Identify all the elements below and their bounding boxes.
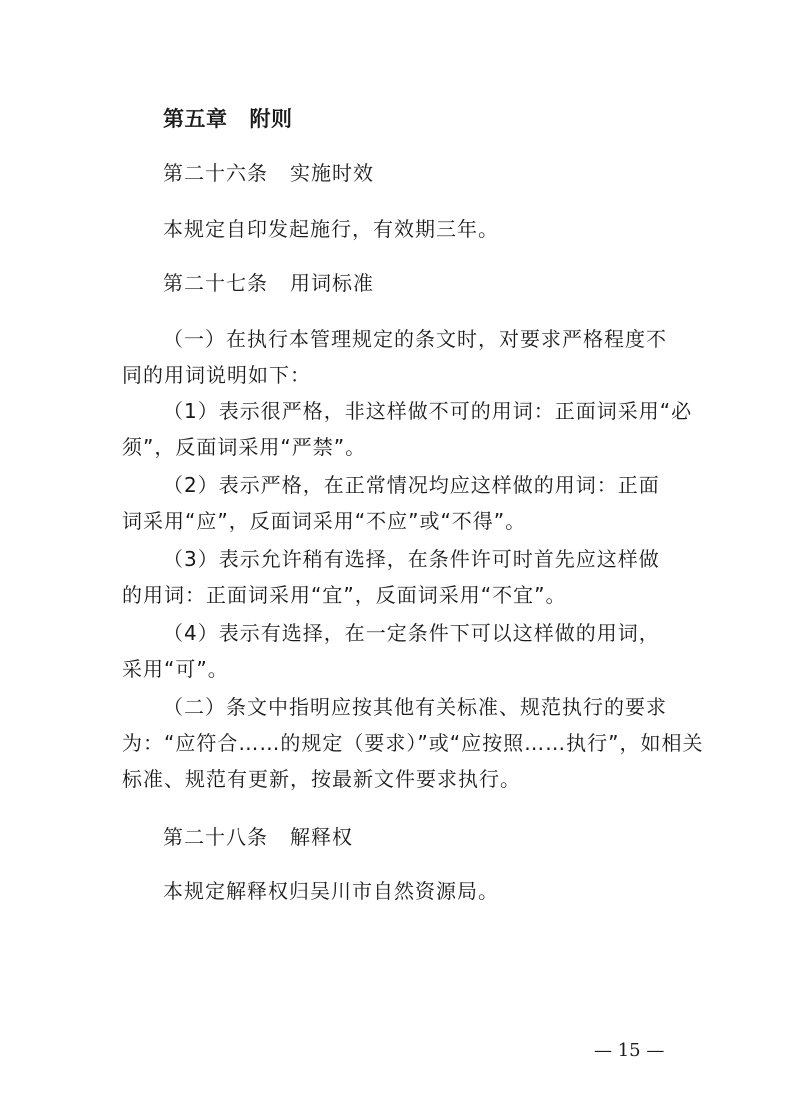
chapter-title: 附则 [249,107,293,131]
article-26-number: 第二十六条 [163,161,268,185]
article-27-heading [163,270,374,296]
article-27-item3-line2: 的用词：正面词采用“宜”，反面词采用“不宜”。 [122,583,567,607]
article-27-title: 用词标准 [290,271,374,295]
article-26-title: 实施时效 [290,161,374,185]
article-26-heading [163,160,374,186]
chapter-number: 第五章 [163,107,228,131]
article-27-p2-line2: 为：“应符合……的规定（要求）”或“应按照……执行”，如相关 [122,731,704,755]
article-27-p2-line3: 标准、规范有更新，按最新文件要求执行。 [122,767,521,791]
article-27-item2-line1: （2）表示严格，在正常情况均应这样做的用词：正面 [163,473,660,497]
article-27-number: 第二十七条 [163,271,268,295]
article-28-heading [163,824,353,850]
article-28-title: 解释权 [290,825,353,849]
article-27-item4-line2: 采用“可”。 [122,657,229,681]
article-27-item1-line1: （1）表示很严格，非这样做不可的用词：正面词采用“必 [163,399,693,423]
article-27-item3-line1: （3）表示允许稍有选择，在条件许可时首先应这样做 [163,547,660,571]
article-27-item2-line2: 词采用“应”，反面词采用“不应”或“不得”。 [122,509,527,533]
chapter-heading [163,106,293,132]
article-26-body: 本规定自印发起施行，有效期三年。 [163,217,499,241]
article-27-item4-line1: （4）表示有选择，在一定条件下可以这样做的用词， [163,621,660,645]
article-27-p1-line2: 同的用词说明如下： [122,363,311,387]
article-27-item1-line2: 须”，反面词采用“严禁”。 [122,435,367,459]
article-27-p2-line1: （二）条文中指明应按其他有关标准、规范执行的要求 [163,695,667,719]
article-27-p1-line1: （一）在执行本管理规定的条文时，对要求严格程度不 [163,327,667,351]
page-number: — 15 — [594,1040,665,1061]
article-28-body: 本规定解释权归吴川市自然资源局。 [163,879,499,903]
article-28-number: 第二十八条 [163,825,268,849]
